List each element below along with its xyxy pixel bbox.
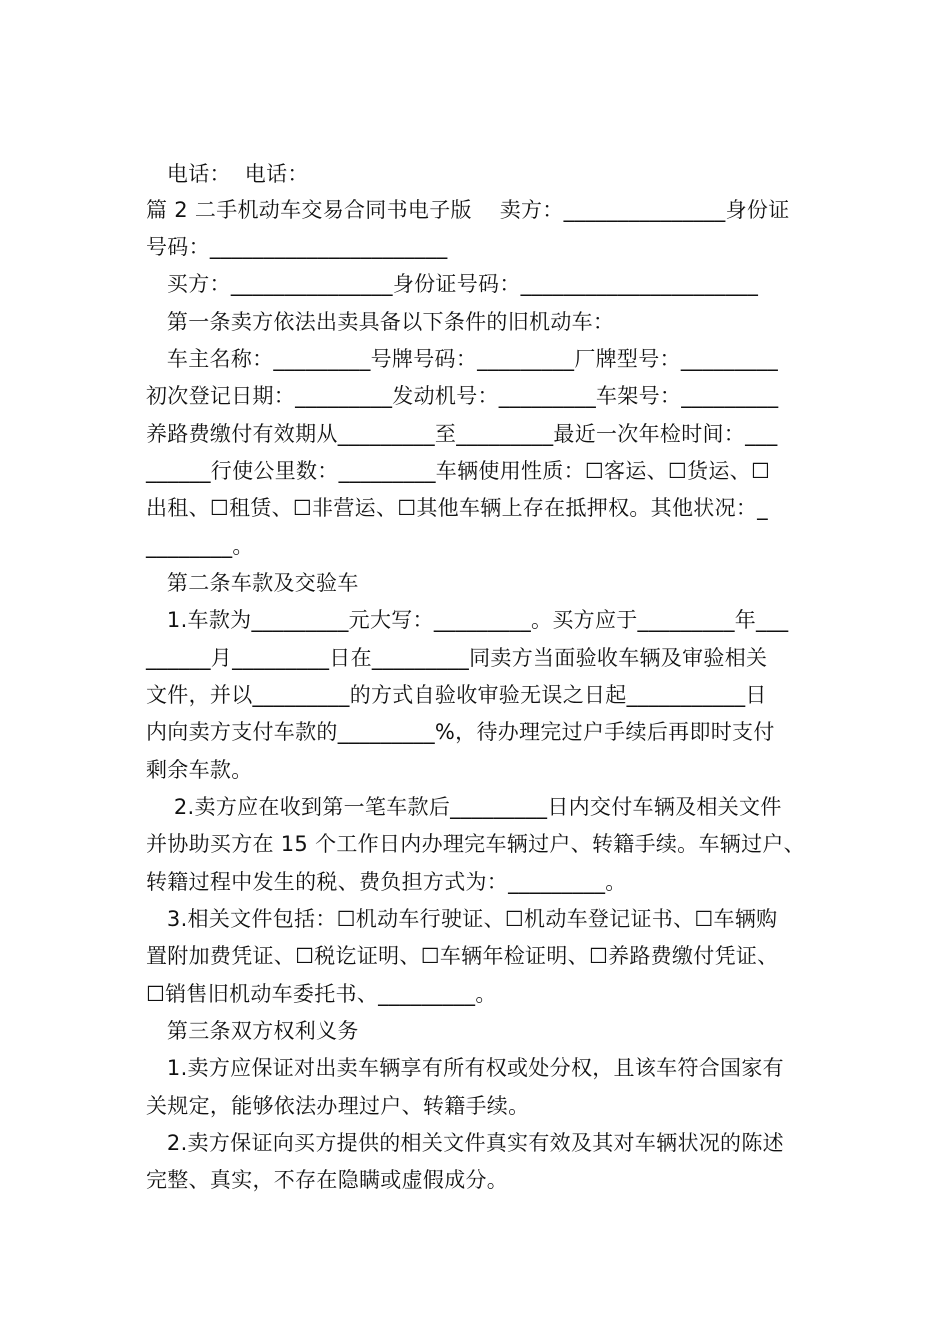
text-line: 置附加费凭证、☐税讫证明、☐车辆年检证明、☐养路费缴付凭证、 bbox=[146, 944, 779, 968]
text-line: 1.卖方应保证对出卖车辆享有所有权或处分权，且该车符合国家有 bbox=[146, 1056, 784, 1080]
text-line: 关规定，能够依法办理过户、转籍手续。 bbox=[146, 1094, 530, 1118]
text-line: 文件，并以_________的方式自验收审验无误之日起___________日 bbox=[146, 683, 767, 707]
text-line: 出租、☐租赁、☐非营运、☐其他车辆上存在抵押权。其他状况：_ bbox=[146, 496, 768, 520]
text-line: 初次登记日期：_________发动机号：_________车架号：_________ bbox=[146, 384, 779, 408]
text-line: ______月_________日在_________同卖方当面验收车辆及审验相关 bbox=[146, 646, 768, 670]
text-line: 内向卖方支付车款的_________%，待办理完过户手续后再即时支付 bbox=[146, 720, 775, 744]
text-line: 2.卖方保证向买方提供的相关文件真实有效及其对车辆状况的陈述 bbox=[146, 1131, 784, 1155]
text-line: 买方：_______________身份证号码：______________________ bbox=[146, 272, 759, 296]
text-line: 完整、真实，不存在隐瞒或虚假成分。 bbox=[146, 1168, 509, 1192]
text-line: 电话： 电话： bbox=[146, 162, 309, 186]
text-line: 第一条卖方依法出卖具备以下条件的旧机动车： bbox=[146, 310, 615, 334]
text-line: 转籍过程中发生的税、费负担方式为：_________。 bbox=[146, 870, 627, 894]
text-line: ☐销售旧机动车委托书、_________。 bbox=[146, 982, 497, 1006]
text-line: 3.相关文件包括：☐机动车行驶证、☐机动车登记证书、☐车辆购 bbox=[146, 907, 778, 931]
text-line: 并协助买方在 15 个工作日内办理完车辆过户、转籍手续。车辆过户、 bbox=[146, 832, 805, 856]
section-heading: 第三条双方权利义务 bbox=[146, 1019, 359, 1043]
text-line: 号码：______________________ bbox=[146, 235, 448, 259]
text-line: 1.车款为_________元大写：_________。买方应于_________年___ bbox=[146, 608, 789, 632]
text-line: 2.卖方应在收到第一笔车款后_________日内交付车辆及相关文件 bbox=[146, 795, 782, 819]
text-line: 车主名称：_________号牌号码：_________厂牌型号：_________ bbox=[146, 347, 779, 371]
text-line: ________。 bbox=[146, 534, 254, 558]
text-line: 剩余车款。 bbox=[146, 758, 253, 782]
text-line: ______行使公里数：_________车辆使用性质：☐客运、☐货运、☐ bbox=[146, 459, 771, 483]
text-line: 养路费缴付有效期从_________至_________最近一次年检时间：___ bbox=[146, 422, 778, 446]
section-heading: 第二条车款及交验车 bbox=[146, 571, 359, 595]
text-line: 篇 2 二手机动车交易合同书电子版 卖方：_______________身份证 bbox=[146, 198, 790, 222]
